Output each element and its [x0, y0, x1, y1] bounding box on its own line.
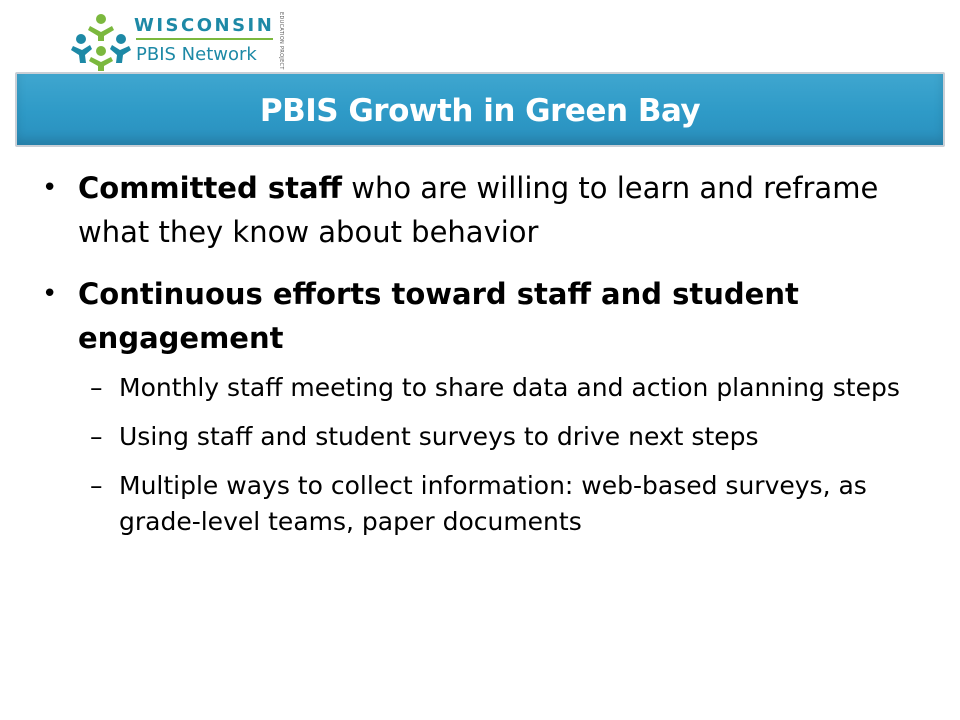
bullet-dot: •: [42, 173, 58, 203]
slide-title: PBIS Growth in Green Bay: [259, 93, 701, 129]
title-bar: [15, 72, 945, 147]
sub-bullet-dash: –: [90, 373, 103, 402]
bullet-item: [40, 166, 920, 254]
sub-bullet-dash: –: [90, 422, 103, 451]
logo-text-pbis-network: PBIS Network: [136, 44, 257, 65]
sub-bullet-text: Monthly staff meeting to share data and action planning steps: [119, 373, 900, 402]
sub-bullet-text: Using staff and student surveys to drive next steps: [119, 422, 759, 451]
logo-text-wisconsin: WISCONSIN: [134, 15, 275, 36]
people-logo-icon: [70, 10, 132, 72]
sub-bullet-text: Multiple ways to collect information: web-based surveys, as grade-level teams, paper documents: [119, 471, 867, 536]
wisconsin-pbis-logo: [70, 10, 284, 72]
bullet-bold-text: Continuous efforts toward staff and student engagement: [78, 277, 799, 355]
sub-bullet-item: [40, 370, 920, 406]
bullet-bold-text: Committed staff: [78, 171, 343, 205]
logo-divider: [136, 38, 273, 40]
sub-bullet-item: [40, 468, 920, 540]
sub-bullet-dash: –: [90, 471, 103, 500]
bullet-dot: •: [42, 279, 58, 309]
bullet-text: who are willing to learn and reframe what they know about behavior: [78, 171, 879, 249]
logo-vertical-text: EDUCATION PROJECT: [278, 12, 284, 70]
bullet-item: [40, 272, 920, 360]
sub-bullet-item: [40, 419, 920, 455]
bullet-list: [40, 166, 920, 553]
